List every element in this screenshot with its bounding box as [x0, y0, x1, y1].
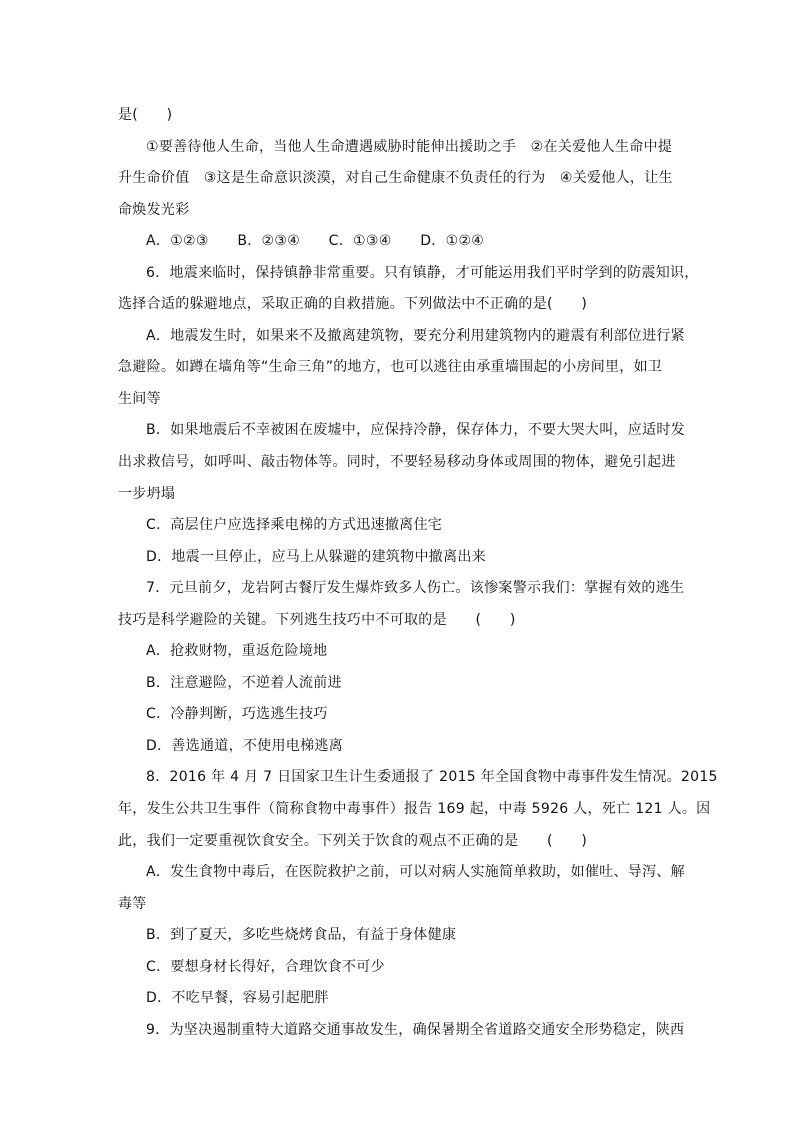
text-line: 选择合适的躲避地点，采取正确的自救措施。下列做法中不正确的是( ) — [118, 296, 588, 313]
text-line: 此，我们一定要重视饮食安全。下列关于饮食的观点不正确的是 ( ) — [118, 832, 588, 849]
text-line: C．高层住户应选择乘电梯的方式迅速撤离住宅 — [146, 517, 443, 534]
text-line: A．发生食物中毒后，在医院救护之前，可以对病人实施简单救助，如催吐、导泻、解 — [146, 864, 685, 881]
document-page — [118, 100, 718, 1046]
text-line: D．善选通道，不使用电梯逃离 — [146, 737, 343, 754]
text-line: 技巧是科学避险的关键。下列逃生技巧中不可取的是 ( ) — [118, 611, 516, 628]
text-line: 8．2016 年 4 月 7 日国家卫生计生委通报了 2015 年全国食物中毒事件发生情况。2015 — [146, 769, 718, 786]
text-line: 急避险。如蹲在墙角等“生命三角”的地方，也可以逃往由承重墙围起的小房间里，如卫 — [118, 359, 663, 376]
text-line: 一步坍塌 — [118, 485, 176, 502]
text-line: B．如果地震后不幸被困在废墟中，应保持冷静，保存体力，不要大哭大叫，应适时发 — [146, 422, 686, 439]
text-line: 7．元旦前夕，龙岩阿古餐厅发生爆炸致多人伤亡。该惨案警示我们：掌握有效的逃生 — [146, 580, 685, 597]
text-line: 毒等 — [118, 895, 147, 912]
text-line: 命焕发光彩 — [118, 201, 190, 218]
text-line: B．注意避险，不逆着人流前进 — [146, 674, 342, 691]
text-line: A．①②③ B．②③④ C．①③④ D．①②④ — [146, 233, 485, 250]
text-line: 生间等 — [118, 390, 161, 407]
text-line: 升生命价值 ③这是生命意识淡漠，对自己生命健康不负责任的行为 ④关爱他人，让生 — [118, 170, 673, 187]
text-line: C．冷静判断，巧选逃生技巧 — [146, 706, 328, 723]
text-line: 是( ) — [118, 107, 173, 123]
text-line: A．抢救财物，重返危险境地 — [146, 643, 328, 660]
text-line: B．到了夏天，多吃些烧烤食品，有益于身体健康 — [146, 927, 457, 944]
text-line: 6．地震来临时，保持镇静非常重要。只有镇静，才可能运用我们平时学到的防震知识， — [146, 264, 699, 281]
text-line: C．要想身材长得好，合理饮食不可少 — [146, 958, 385, 975]
text-line: ①要善待他人生命，当他人生命遭遇威胁时能伸出援助之手 ②在关爱他人生命中提 — [146, 138, 673, 155]
text-line: 出求救信号，如呼叫、敲击物体等。同时，不要轻易移动身体或周围的物体，避免引起进 — [118, 454, 676, 471]
text-line: D．地震一旦停止，应马上从躲避的建筑物中撤离出来 — [146, 548, 486, 565]
text-line: A．地震发生时，如果来不及撤离建筑物，要充分利用建筑物内的避震有利部位进行紧 — [146, 327, 685, 344]
text-line: D．不吃早餐，容易引起肥胖 — [146, 990, 329, 1007]
text-line: 年，发生公共卫生事件（简称食物中毒事件）报告 169 起，中毒 5926 人，死亡 121 人。因 — [118, 801, 711, 818]
text-line: 9．为坚决遏制重特大道路交通事故发生，确保暑期全省道路交通安全形势稳定，陕西 — [146, 1021, 685, 1038]
